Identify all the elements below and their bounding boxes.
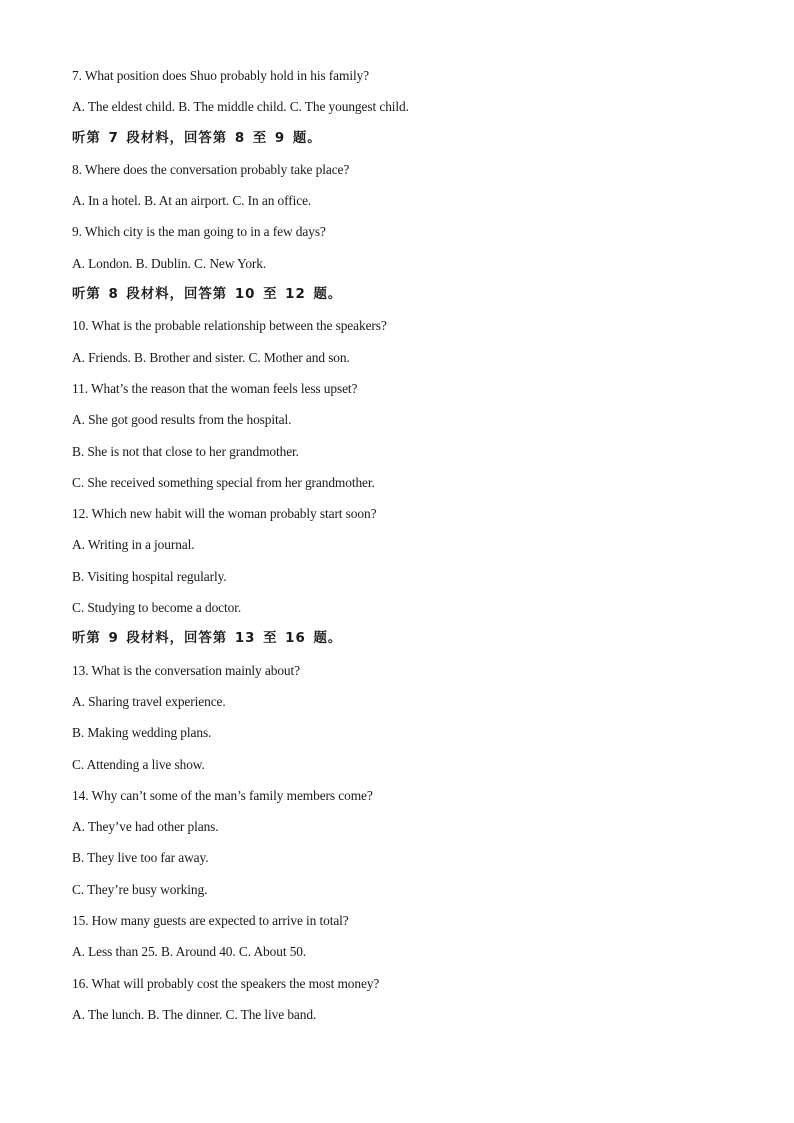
- question-12: 12. Which new habit will the woman probably start soon?: [72, 506, 377, 522]
- question-9: 9. Which city is the man going to in a few days?: [72, 224, 326, 240]
- section-heading-7: 听第 7 段材料，回答第 8 至 9 题。: [72, 130, 322, 146]
- question-7: 7. What position does Shuo probably hold in his family?: [72, 68, 370, 83]
- options-9: A. London. B. Dublin. C. New York.: [72, 255, 267, 271]
- option-11-c: C. She received something special from her grandmother.: [72, 474, 375, 490]
- section-heading-8: 听第 8 段材料，回答第 10 至 12 题。: [72, 287, 343, 303]
- options-15: A. Less than 25. B. Around 40. C. About 50.: [72, 944, 307, 960]
- question-11: 11. What’s the reason that the woman feels less upset?: [72, 380, 358, 396]
- option-12-a: A. Writing in a journal.: [72, 537, 195, 553]
- option-12-c: C. Studying to become a doctor.: [72, 600, 242, 616]
- question-14: 14. Why can’t some of the man’s family members come?: [72, 787, 373, 803]
- exam-page: [72, 66, 752, 1036]
- question-13: 13. What is the conversation mainly about?: [72, 662, 300, 678]
- option-14-c: C. They’re busy working.: [72, 881, 208, 897]
- options-16: A. The lunch. B. The dinner. C. The live band.: [72, 1006, 317, 1022]
- question-10: 10. What is the probable relationship between the speakers?: [72, 318, 387, 334]
- option-12-b: B. Visiting hospital regularly.: [72, 568, 227, 584]
- question-16: 16. What will probably cost the speakers the most money?: [72, 975, 380, 991]
- option-13-c: C. Attending a live show.: [72, 756, 205, 772]
- options-10: A. Friends. B. Brother and sister. C. Mother and son.: [72, 349, 350, 365]
- question-8: 8. Where does the conversation probably take place?: [72, 161, 350, 177]
- option-11-b: B. She is not that close to her grandmother.: [72, 443, 299, 459]
- option-11-a: A. She got good results from the hospital.: [72, 412, 292, 428]
- options-8: A. In a hotel. B. At an airport. C. In an office.: [72, 193, 312, 209]
- option-13-b: B. Making wedding plans.: [72, 725, 212, 741]
- options-7: A. The eldest child. B. The middle child. C. The youngest child.: [72, 99, 409, 115]
- option-14-b: B. They live too far away.: [72, 850, 209, 866]
- question-15: 15. How many guests are expected to arrive in total?: [72, 913, 349, 929]
- option-13-a: A. Sharing travel experience.: [72, 693, 226, 709]
- option-14-a: A. They’ve had other plans.: [72, 819, 219, 835]
- section-heading-9: 听第 9 段材料，回答第 13 至 16 题。: [72, 631, 343, 647]
